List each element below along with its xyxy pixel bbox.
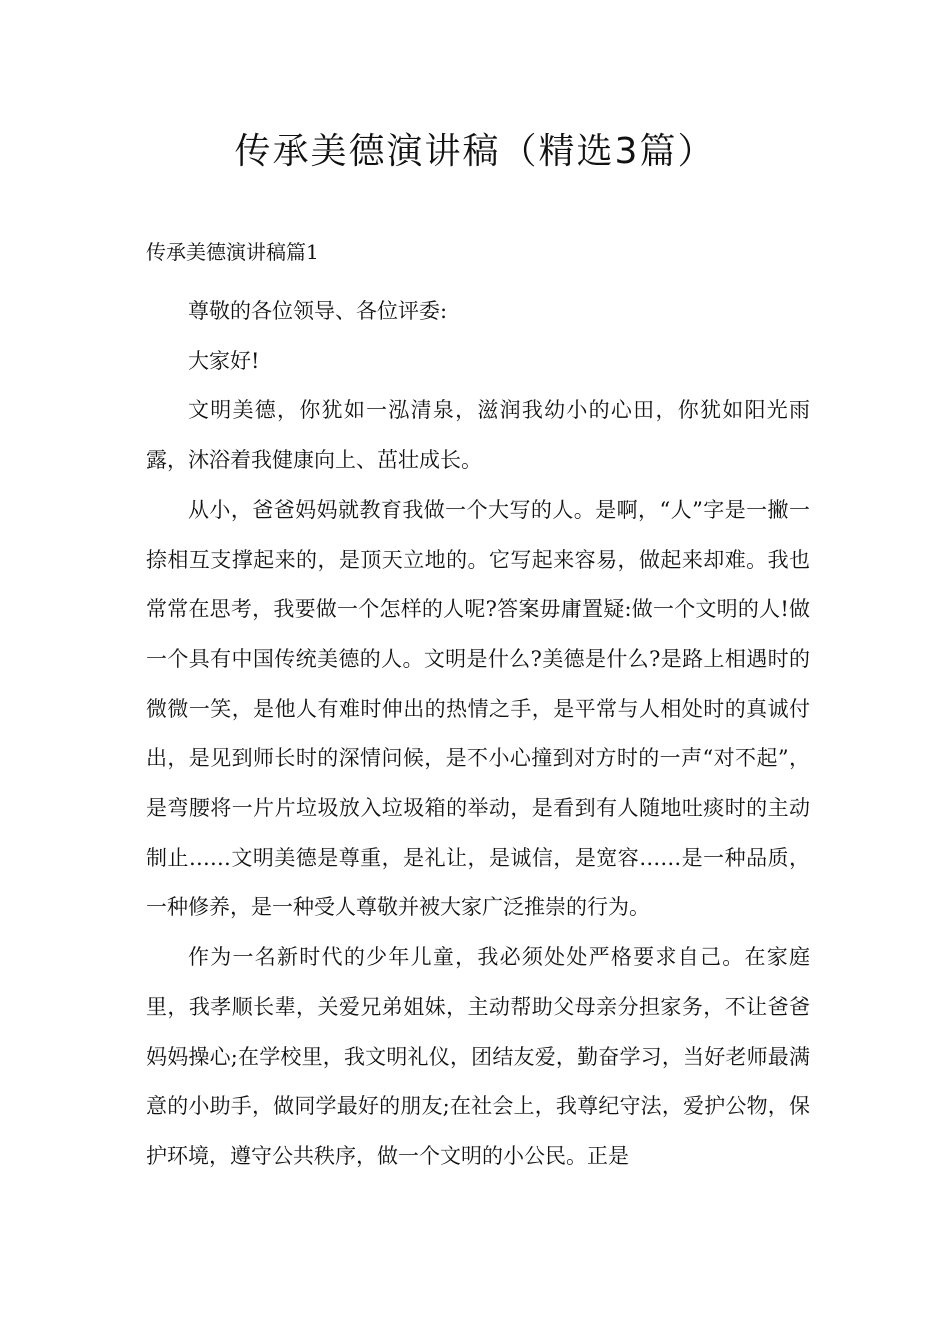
body-paragraph: 文明美德，你犹如一泓清泉，滋润我幼小的心田，你犹如阳光雨露，沐浴着我健康向上、茁壮成长。 [146, 398, 810, 473]
greeting-paragraph: 大家好! [188, 348, 260, 373]
section-heading: 传承美德演讲稿篇1 [146, 240, 319, 264]
document-title: 传承美德演讲稿（精选3篇） [234, 131, 716, 172]
salutation-paragraph: 尊敬的各位领导、各位评委: [188, 299, 448, 323]
document-body [146, 287, 810, 1182]
body-paragraph: 作为一名新时代的少年儿童，我必须处处严格要求自己。在家庭里，我孝顺长辈，关爱兄弟姐妹，主动帮助父母亲分担家务，不让爸爸妈妈操心;在学校里，我文明礼仪，团结友爱，勤奋学习，当好老师最满意的小助手，做同学最好的朋友;在社会上，我尊纪守法，爱护公物，保护环境，遵守公共秩序，做一个文明的小公民。正是 [146, 945, 810, 1168]
body-paragraph: 从小，爸爸妈妈就教育我做一个大写的人。是啊，“人”字是一撇一捺相互支撑起来的，是顶天立地的。它写起来容易，做起来却难。我也常常在思考，我要做一个怎样的人呢?答案毋庸置疑:做一个文明的人!做一个具有中国传统美德的人。文明是什么?美德是什么?是路上相遇时的微微一笑，是他人有难时伸出的热情之手，是平常与人相处时的真诚付出，是见到师长时的深情问候，是不小心撞到对方时的一声“对不起”，是弯腰将一片片垃圾放入垃圾箱的举动，是看到有人随地吐痰时的主动制止……文明美德是尊重，是礼让，是诚信，是宽容……是一种品质，一种修养，是一种受人尊敬并被大家广泛推崇的行为。 [146, 497, 810, 920]
